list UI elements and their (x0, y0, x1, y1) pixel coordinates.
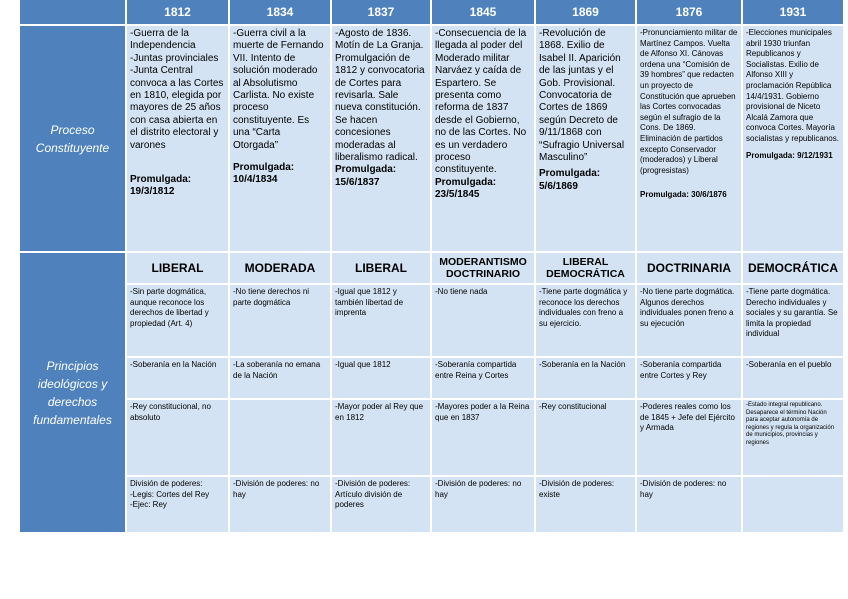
soberania-cell: -Soberanía en la Nación (536, 358, 635, 398)
promulgada-date: Promulgada: 23/5/1845 (435, 176, 497, 201)
ideology-cell: DEMOCRÁTICA (743, 253, 843, 283)
rey-cell: -Rey constitucional (536, 400, 635, 475)
division-cell: -División de poderes: Artículo división de poderes (332, 477, 430, 532)
header-corner-cell (20, 0, 125, 24)
proceso-cell (127, 26, 228, 251)
promulgada-date: Promulgada: 9/12/1931 (746, 150, 833, 160)
proceso-cell (536, 26, 635, 251)
division-cell: -División de poderes: no hay (230, 477, 330, 532)
promulgada-date: Promulgada: 10/4/1834 (233, 162, 295, 186)
soberania-cell: -Soberanía en la Nación (127, 358, 228, 398)
promulgada-date: Promulgada: 19/3/1812 (130, 174, 192, 198)
rey-cell: -Estado integral republicano. Desaparece el término Nación para aceptar autonomía de regiones y regula la organización de municipios, provincias y regiones (743, 400, 843, 475)
rey-cell (230, 400, 330, 475)
year-header: 1876 (637, 0, 741, 24)
ideology-cell: LIBERAL (332, 253, 430, 283)
soberania-cell: -La soberanía no emana de la Nación (230, 358, 330, 398)
ideology-cell: LIBERAL (127, 253, 228, 283)
year-header: 1869 (536, 0, 635, 24)
proceso-cell (432, 26, 534, 251)
proceso-text: -Elecciones municipales abril 1930 triunfan Republicanos y Socialistas. Exilio de Alfonso XIII y proclamación República 14/4/1931. Gobierno provisional de Niceto Alcalá Zamora que convoca Cortes. Mayoría socialistas y republicanos. (746, 28, 839, 143)
promulgada-date: Promulgada: 15/6/1837 (335, 164, 397, 188)
rey-cell: -Mayores poder a la Reina que en 1837 (432, 400, 534, 475)
derechos-cell: -Sin parte dogmática, aunque reconoce los derechos de libertad y propiedad (Art. 4) (127, 285, 228, 356)
derechos-cell: -No tiene parte dogmática. Algunos derechos individuales ponen freno a su ejecución (637, 285, 741, 356)
rey-cell: -Mayor poder al Rey que en 1812 (332, 400, 430, 475)
proceso-text: -Pronunciamiento militar de Martínez Campos. Vuelta de Alfonso XI. Cánovas ordena una “Comisión de 39 hombres” que redacten un proyecto de Constitución que aprueben las Cortes convocadas según el sufragio de la Cons. De 1869. Eliminación de partidos excepto Conservador (moderados) y Liberal (progresistas) (640, 28, 738, 175)
proceso-text: -Revolución de 1868. Exilio de Isabel II. Aparición de las juntas y el Gob. Provisional. Convocatoria de Cortes de 1869 según Decreto de 9/11/1868 con “Sufragio Universal Masculino” (539, 28, 625, 164)
soberania-cell: -Soberanía compartida entre Reina y Cortes (432, 358, 534, 398)
soberania-cell: -Soberanía en el pueblo (743, 358, 843, 398)
proceso-text: -Agosto de 1836. Motín de La Granja. Promulgación de 1812 y convocatoria de Cortes para revisarla. Sale nueva constitución. Se hacen concesiones moderadas al liberalismo radical. (335, 28, 425, 164)
promulgada-date: Promulgada: 5/6/1869 (539, 168, 601, 192)
row-label-principios: Principios ideológicos y derechos fundamentales (20, 253, 125, 532)
promulgada-date: Promulgada: 30/6/1876 (640, 190, 727, 200)
soberania-cell: -Soberanía compartida entre Cortes y Rey (637, 358, 741, 398)
proceso-cell (230, 26, 330, 251)
proceso-cell (743, 26, 843, 251)
proceso-cell (637, 26, 741, 251)
division-cell: -División de poderes: no hay (432, 477, 534, 532)
derechos-cell: -No tiene nada (432, 285, 534, 356)
division-cell: -División de poderes: existe (536, 477, 635, 532)
division-cell: División de poderes: -Legis: Cortes del Rey -Ejec: Rey (127, 477, 228, 532)
year-header: 1812 (127, 0, 228, 24)
ideology-cell: DOCTRINARIA (637, 253, 741, 283)
row-label-proceso: Proceso Constituyente (20, 26, 125, 251)
constitutions-table (20, 0, 839, 523)
year-header: 1834 (230, 0, 330, 24)
division-cell: -División de poderes: no hay (637, 477, 741, 532)
rey-cell: -Rey constitucional, no absoluto (127, 400, 228, 475)
ideology-cell: MODERADA (230, 253, 330, 283)
proceso-text: -Guerra civil a la muerte de Fernando VII. Intento de solución moderado al Absolutismo Carlista. No existe proceso constituyente. Es una “Carta Otorgada” (233, 28, 324, 151)
proceso-cell (332, 26, 430, 251)
rey-cell: -Poderes reales como los de 1845 + Jefe del Ejército y Armada (637, 400, 741, 475)
derechos-cell: -Tiene parte dogmática y reconoce los derechos individuales con freno a su ejercicio. (536, 285, 635, 356)
proceso-text: -Guerra de la Independencia -Juntas provinciales -Junta Central convoca a las Cortes en 1810, elegida por mayores de 25 años con casa abierta en el distrito electoral y varones (130, 28, 224, 151)
derechos-cell: -Tiene parte dogmática. Derecho individuales y sociales y su garantía. Se limita la propiedad individual (743, 285, 843, 356)
derechos-cell: -Igual que 1812 y también libertad de imprenta (332, 285, 430, 356)
ideology-cell: MODERANTISMO DOCTRINARIO (432, 253, 534, 283)
year-header: 1931 (743, 0, 843, 24)
soberania-cell: -Igual que 1812 (332, 358, 430, 398)
division-cell (743, 477, 843, 532)
derechos-cell: -No tiene derechos ni parte dogmática (230, 285, 330, 356)
proceso-text: -Consecuencia de la llegada al poder del Moderado militar Narváez y caída de Espartero. Se presenta como reforma de 1837 desde el Gobierno, no de las Cortes. No es un verdadero proceso constituyente. (435, 28, 527, 176)
year-header: 1845 (432, 0, 534, 24)
ideology-cell: LIBERAL DEMOCRÁTICA (536, 253, 635, 283)
year-header: 1837 (332, 0, 430, 24)
